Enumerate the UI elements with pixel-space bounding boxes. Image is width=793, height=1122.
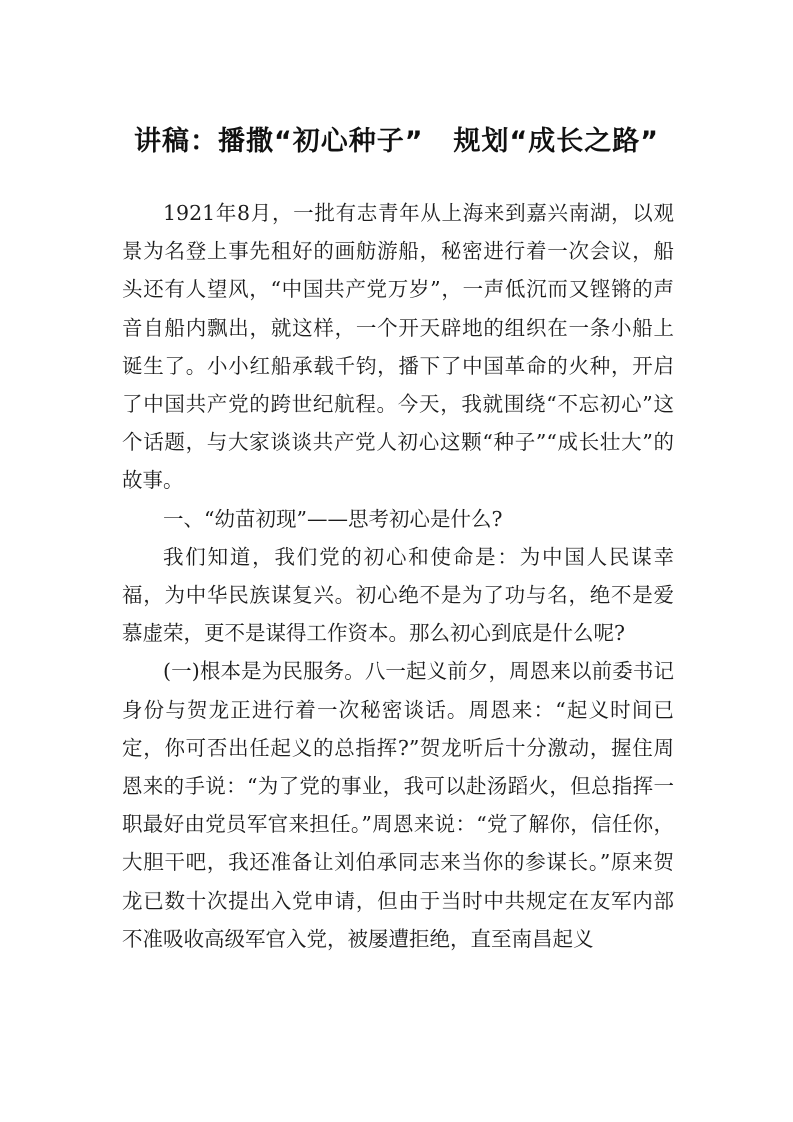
document-body bbox=[122, 194, 674, 958]
paragraph-mission: 我们知道，我们党的初心和使命是：为中国人民谋幸福，为中华民族谋复兴。初心绝不是为了功与名，绝不是爱慕虚荣，更不是谋得工作资本。那么初心到底是什么呢? bbox=[122, 544, 674, 646]
section-heading-1: 一、“幼苗初现”——思考初心是什么? bbox=[163, 506, 503, 531]
paragraph-serve-people: (一)根本是为民服务。八一起义前夕，周恩来以前委书记身份与贺龙正进行着一次秘密谈话。周恩来：“起义时间已定，你可否出任起义的总指挥?”贺龙听后十分激动，握住周恩来的手说：“为了党的事业，我可以赴汤蹈火，但总指挥一职最好由党员军官来担任。”周恩来说：“党了解你，信任你，大胆干吧，我还准备让刘伯承同志来当你的参谋长。”原来贺龙已数十次提出入党申请，但由于当时中共规定在友军内部不准吸收高级军官入党，被屡遭拒绝，直至南昌起义 bbox=[122, 659, 674, 951]
paragraph-intro: 1921年8月，一批有志青年从上海来到嘉兴南湖，以观景为名登上事先租好的画舫游船，秘密进行着一次会议，船头还有人望风，“中国共产党万岁”，一声低沉而又铿锵的声音自船内飘出，就这样，一个开天辟地的组织在一条小船上诞生了。小小红船承载千钧，播下了中国革命的火种，开启了中国共产党的跨世纪航程。今天，我就围绕“不忘初心”这个话题，与大家谈谈共产党人初心这颗“种子”“成长壮大”的故事。 bbox=[122, 201, 674, 493]
title-part-2: 规划“成长之路” bbox=[453, 126, 659, 157]
title-part-1: 讲稿：播撒“初心种子” bbox=[134, 126, 424, 157]
document-title bbox=[0, 122, 793, 162]
